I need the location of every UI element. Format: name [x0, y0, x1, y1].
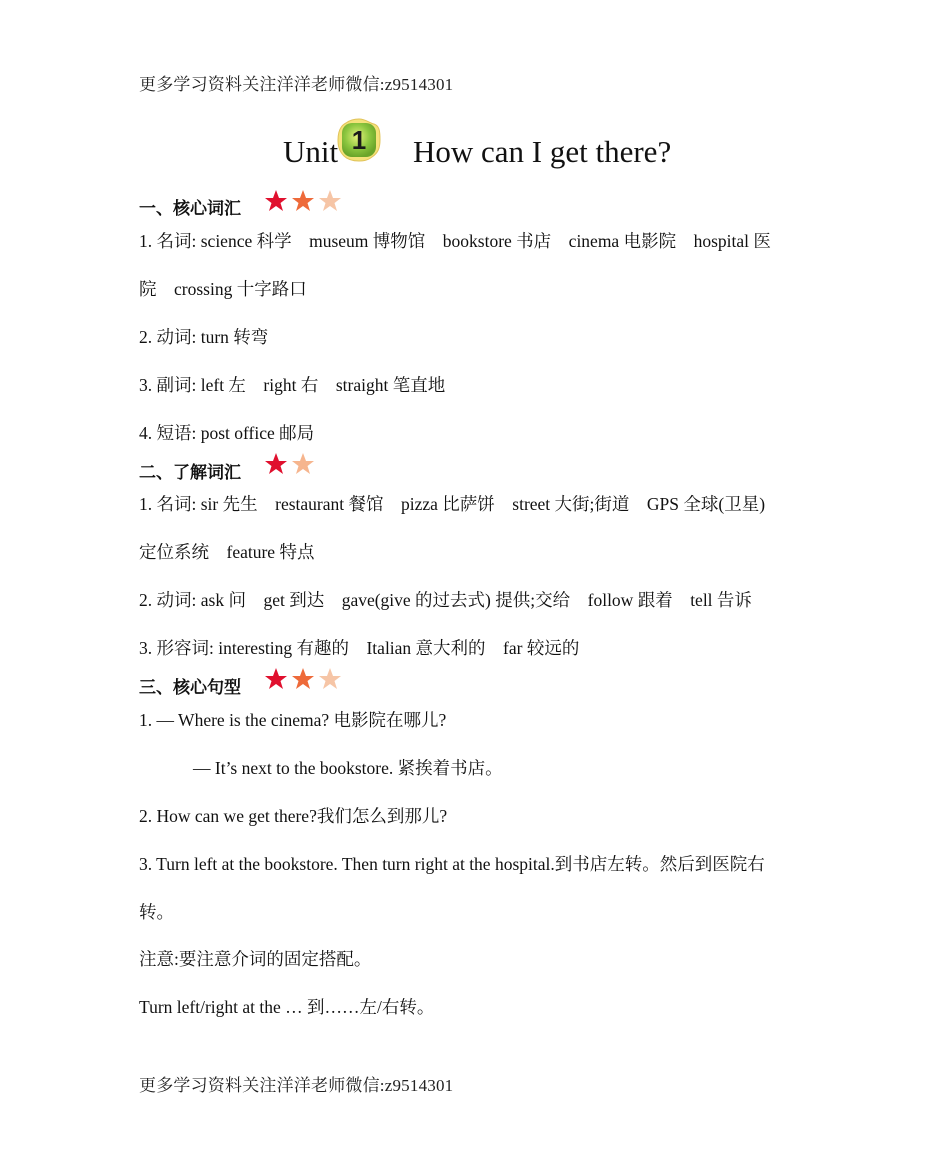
star-icon — [292, 453, 314, 474]
text-line: 转。 — [139, 902, 174, 922]
text-line: 1. 名词: sir 先生 restaurant 餐馆 pizza 比萨饼 street 大街;街道 GPS 全球(卫星) — [139, 494, 766, 514]
text-line: 4. 短语: post office 邮局 — [139, 423, 315, 443]
text-line: 注意:要注意介词的固定搭配。 — [139, 949, 372, 969]
text-line: 2. 动词: turn 转弯 — [139, 327, 269, 347]
section-heading-core-sentences: 三、核心句型 — [139, 678, 241, 698]
title-unit: Unit — [283, 134, 339, 169]
text-line: Turn left/right at the … 到……左/右转。 — [139, 997, 435, 1017]
star-icon — [265, 668, 287, 689]
text-line: 3. 形容词: interesting 有趣的 Italian 意大利的 far 较远的 — [139, 638, 580, 658]
star-icon — [292, 668, 314, 689]
text-line: 院 crossing 十字路口 — [139, 279, 307, 299]
star-icon — [319, 190, 341, 211]
header-note: 更多学习资料关注洋洋老师微信:z9514301 — [139, 75, 454, 94]
rating-stars-icon — [264, 189, 344, 213]
rating-stars-icon — [264, 667, 344, 691]
text-line: 1. — Where is the cinema? 电影院在哪儿? — [139, 710, 447, 730]
title-text: How can I get there? — [413, 134, 672, 169]
text-line: 2. 动词: ask 问 get 到达 gave(give 的过去式) 提供;交给 follow 跟着 tell 告诉 — [139, 590, 752, 610]
page-title — [0, 125, 950, 178]
star-icon — [265, 453, 287, 474]
star-icon — [292, 190, 314, 211]
unit-number-badge-icon — [336, 117, 382, 163]
badge-number: 1 — [351, 125, 367, 155]
section-heading-core-vocabulary: 一、核心词汇 — [139, 199, 241, 219]
text-line: — It’s next to the bookstore. 紧挨着书店。 — [193, 758, 503, 778]
text-line: 2. How can we get there?我们怎么到那儿? — [139, 806, 448, 826]
rating-stars-icon — [264, 452, 320, 476]
text-line: 3. 副词: left 左 right 右 straight 笔直地 — [139, 375, 446, 395]
footer-note: 更多学习资料关注洋洋老师微信:z9514301 — [139, 1076, 454, 1095]
star-icon — [265, 190, 287, 211]
section-heading-extended-vocabulary: 二、了解词汇 — [139, 463, 241, 483]
text-line: 1. 名词: science 科学 museum 博物馆 bookstore 书店 cinema 电影院 hospital 医 — [139, 231, 771, 251]
text-line: 定位系统 feature 特点 — [139, 542, 315, 562]
text-line: 3. Turn left at the bookstore. Then turn right at the hospital.到书店左转。然后到医院右 — [139, 854, 765, 874]
star-icon — [319, 668, 341, 689]
